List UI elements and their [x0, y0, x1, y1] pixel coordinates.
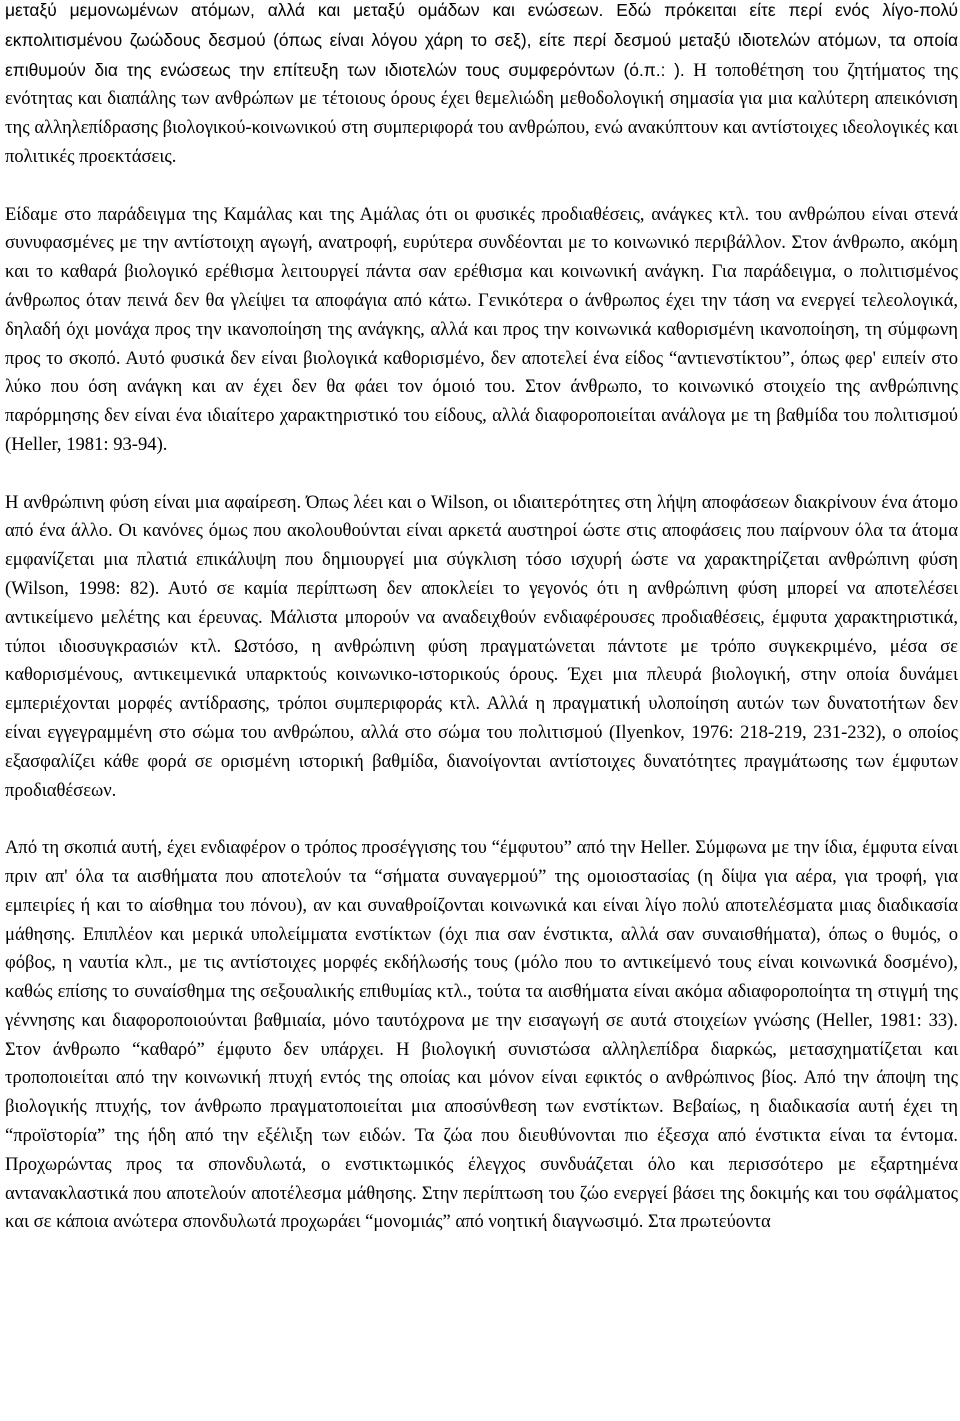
- document-page: [5, 0, 958, 1237]
- paragraph-4: Από τη σκοπιά αυτή, έχει ενδιαφέρον ο τρόπος προσέγγισης του “έμφυτου” από την Heller. Σύμφωνα με την ίδια, έμφυτα είναι πριν απ' όλα τα αισθήματα που αποτελούν τα “σήματα συναγερμού” της ομοιοστασίας (η δίψα για αέρα, για τροφή, για εμπειρίες ή και το αίσθημα του πόνου), αν και συναθροίζονται κοινωνικά και είναι λίγο πολύ αποτελέσματα μιας διαδικασία μάθησης. Επιπλέον και μερικά υπολείμματα ενστίκτων (όχι πια σαν ένστικτα, αλλά σαν συναισθήματα), όπως ο θυμός, ο φόβος, η ναυτία κλπ., με τις αντίστοιχες μορφές εκδήλωσής τους (μόλο που το αντικείμενό τους είναι κοινωνικά δοσμένο), καθώς επίσης το συναίσθημα της σεξουαλικής επιθυμίας κτλ., τούτα τα αισθήματα είναι ακόμα αδιαφοροποίητα τη στιγμή της γέννησης και διαφοροποιούνται βαθμιαία, μόνο ταυτόχρονα με την εισαγωγή σε αυτά στοιχείων γνώσης (Heller, 1981: 33). Στον άνθρωπο “καθαρό” έμφυτο δεν υπάρχει. Η βιολογική συνιστώσα αλληλεπίδρα διαρκώς, μετασχηματίζεται και τροποποιείται από την κοινωνική πτυχή εντός της οποίας και μόνον είναι εφικτός ο ανθρώπινος βίος. Από την άποψη της βιολογικής πτυχής, τον άνθρωπο πραγματοποιείται μια αποσύνθεση των ενστίκτων. Βεβαίως, η διαδικασία αυτή έχει τη “προϊστορία” της ήδη από την εξέλιξη των ειδών. Τα ζώα που διευθύνονται πιο έξεσχα από ένστικτα είναι τα έντομα. Προχωρώντας προς τα σπονδυλωτά, ο ενστικτωμικός έλεγχος συνδυάζεται όλο και περισσότερο με εξαρτημένα αντανακλαστικά που αποτελούν αποτέλεσμα μάθησης. Στην περίπτωση του ζώο ενεργεί βάσει της δοκιμής και του σφάλματος και σε κάποια ανώτερα σπονδυλωτά προχωράει “μονομιάς” από νοητική διαγνωσιμό. Στα πρωτεύοντα: [5, 837, 958, 1233]
- paragraph-3: Η ανθρώπινη φύση είναι μια αφαίρεση. Όπως λέει και ο Wilson, οι ιδιαιτερότητες στη λήψη αποφάσεων διακρίνουν ένα άτομο από ένα άλλο. Οι κανόνες όμως που ακολουθούνται είναι αρκετά αυστηροί ώστε στις αποφάσεις που παίρνουν όλα τα άτομα εμφανίζεται μια πλατιά επικάλυψη που δημιουργεί μια σύγκλιση τόσο ισχυρή ώστε να χαρακτηρίζεται ανθρώπινη φύση (Wilson, 1998: 82). Αυτό σε καμία περίπτωση δεν αποκλείει το γεγονός ότι η ανθρώπινη φύση μπορεί να αποτελέσει αντικείμενο μελέτης και έρευνας. Μάλιστα μπορούν να αναδειχθούν ενδιαφέρουσες προδιαθέσεις, έμφυτα χαρακτηριστικά, τύποι ιδιοσυγκρασιών κτλ. Ωστόσο, η ανθρώπινη φύση πραγματώνεται πάντοτε με τρόπο συγκεκριμένο, μέσα σε καθορισμένους, αντικειμενικά υπαρκτούς κοινωνικο-ιστορικούς όρους. Έχει μια πλευρά βιολογική, στην οποία δυνάμει εμπεριέχονται μορφές αντίδρασης, τρόποι συμπεριφοράς κτλ. Αλλά η πραγματική υλοποίηση αυτών των δυνατοτήτων δεν είναι εγγεγραμμένη στο σώμα του ανθρώπου, αλλά στο σώμα του πολιτισμού (Ilyenkov, 1976: 218-219, 231-232), ο οποίος εξασφαλίζει κάθε φορά σε ορισμένη ιστορική βαθμίδα, διανοίγονται αντίστοιχες δυνατότητες πραγμάτωσης των έμφυτων προδιαθέσεων.: [5, 491, 958, 801]
- paragraph-1-text: Η τοποθέτηση του ζητήματος της ενότητας και διαπάλης των ανθρώπων με τέτοιους όρους έχει θεμελιώδη μεθοδολογική σημασία για μια καλύτερη απεικόνιση της αλληλεπίδρασης βιολογικού-κοινωνικού στη συμπεριφορά του ανθρώπου, ενώ ανακύπτουν και αντίστοιχες ιδεολογικές και πολιτικές προεκτάσεις.: [5, 59, 958, 167]
- paragraph-2: Είδαμε στο παράδειγμα της Καμάλας και της Αμάλας ότι οι φυσικές προδιαθέσεις, ανάγκες κτλ. του ανθρώπου είναι στενά συνυφασμένες με την αντίστοιχη αγωγή, ανατροφή, ευρύτερα συνδέονται με το κοινωνικό περιβάλλον. Στον άνθρωπο, ακόμη και το καθαρά βιολογικό ερέθισμα λειτουργεί πάντα σαν ερέθισμα και κοινωνική ανάγκη. Για παράδειγμα, ο πολιτισμένος άνθρωπος όταν πεινά δεν θα γλείψει τα αποφάγια από κάτω. Γενικότερα ο άνθρωπος έχει την τάση να ενεργεί τελεολογικά, δηλαδή όχι μονάχα προς την ικανοποίηση της ανάγκης, αλλά και προς την κοινωνικά καθορισμένη ικανοποίηση, τη σύμφωνη προς το σκοπό. Αυτό φυσικά δεν είναι βιολογικά καθορισμένο, δεν αποτελεί ένα είδος “αντιενστίκτου”, όπως φερ' ειπείν στο λύκο που όση ανάγκη και αν έχει δεν θα φάει τον όμοιό του. Στον άνθρωπο, το κοινωνικό στοιχείο της ανθρώπινης παρόρμησης δεν είναι ένα ιδιαίτερο χαρακτηριστικό του είδους, αλλά διαφοροποιείται ανάλογα με τη βαθμίδα του πολιτισμού (Heller, 1981: 93-94).: [5, 203, 958, 455]
- paragraph-1: [5, 0, 958, 172]
- paragraph-1-sans-lead: μεταξύ μεμονωμένων ατόμων, αλλά και μεταξύ ομάδων και ενώσεων. Εδώ πρόκειται είτε περί ενός λίγο-πολύ εκπολιτισμένου ζωώδους δεσμού (όπως είναι λόγου χάρη το σεξ), είτε περί δεσμού μεταξύ ιδιοτελών ατόμων, τα οποία επιθυμούν δια της ενώσεως την επίτευξη των ιδιοτελών τους συμφερόντων (ό.π.: ).: [5, 0, 958, 80]
